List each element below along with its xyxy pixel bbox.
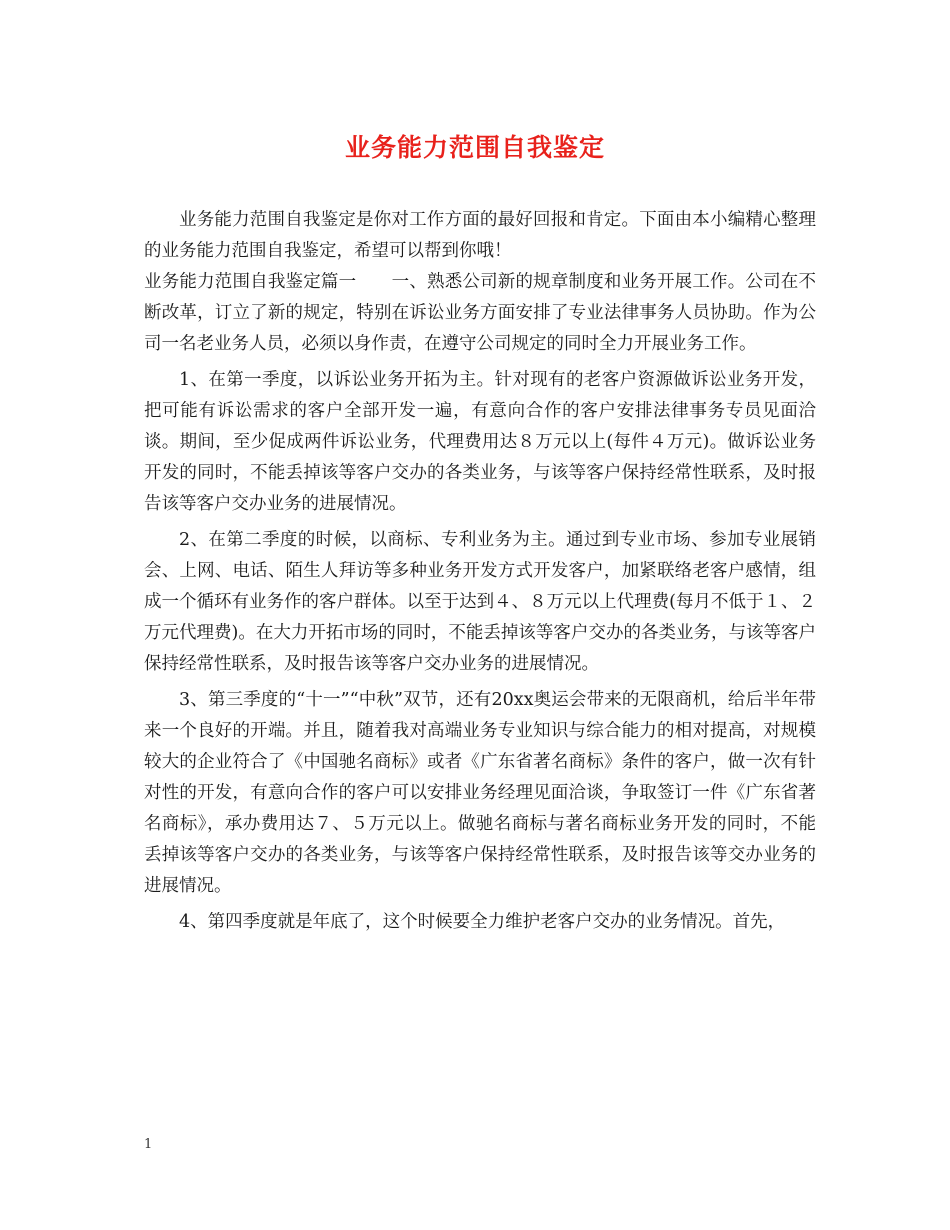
document-title: 业务能力范围自我鉴定 bbox=[344, 133, 605, 162]
quarter-two-paragraph: 2、在第二季度的时候，以商标、专利业务为主。通过到专业市场、参加专业展销会、上网、电话、陌生人拜访等多种业务开发方式开发客户，加紧联络老客户感情，组成一个循环有业务作的客户群体。以至于达到４、８万元以上代理费(每月不低于１、２万元代理费)。在大力开拓市场的同时，不能丢掉该等客户交办的各类业务，与该等客户保持经常性联系，及时报告该等客户交办业务的进展情况。 bbox=[144, 530, 816, 674]
quarter-three-paragraph: 3、第三季度的“十一”“中秋”双节，还有20xx奥运会带来的无限商机，给后半年带来一个良好的开端。并且，随着我对高端业务专业知识与综合能力的相对提高，对规模较大的企业符合了《中国驰名商标》或者《广东省著名商标》条件的客户，做一次有针对性的开发，有意向合作的客户可以安排业务经理见面洽谈，争取签订一件《广东省著名商标》，承办费用达７、５万元以上。做驰名商标与著名商标业务开发的同时，不能丢掉该等客户交办的各类业务，与该等客户保持经常性联系，及时报告该等交办业务的进展情况。 bbox=[144, 690, 816, 896]
quarter-one-paragraph: 1、在第一季度，以诉讼业务开拓为主。针对现有的老客户资源做诉讼业务开发，把可能有诉讼需求的客户全部开发一遍，有意向合作的客户安排法律事务专员见面洽谈。期间，至少促成两件诉讼业务，代理费用达８万元以上(每件４万元)。做诉讼业务开发的同时，不能丢掉该等客户交办的各类业务，与该等客户保持经常性联系，及时报告该等客户交办业务的进展情况。 bbox=[144, 370, 816, 514]
intro-paragraph: 业务能力范围自我鉴定是你对工作方面的最好回报和肯定。下面由本小编精心整理的业务能力范围自我鉴定，希望可以帮到你哦！ bbox=[144, 210, 816, 261]
quarter-four-paragraph: 4、第四季度就是年底了，这个时候要全力维护老客户交办的业务情况。首先， bbox=[179, 912, 786, 932]
page-number: 1 bbox=[144, 1137, 153, 1152]
document-body bbox=[144, 205, 816, 938]
section-one-paragraph: 业务能力范围自我鉴定篇一 一、熟悉公司新的规章制度和业务开展工作。公司在不断改革，订立了新的规定，特别在诉讼业务方面安排了专业法律事务人员协助。作为公司一名老业务人员，必须以身作责，在遵守公司规定的同时全力开展业务工作。 bbox=[144, 272, 816, 354]
